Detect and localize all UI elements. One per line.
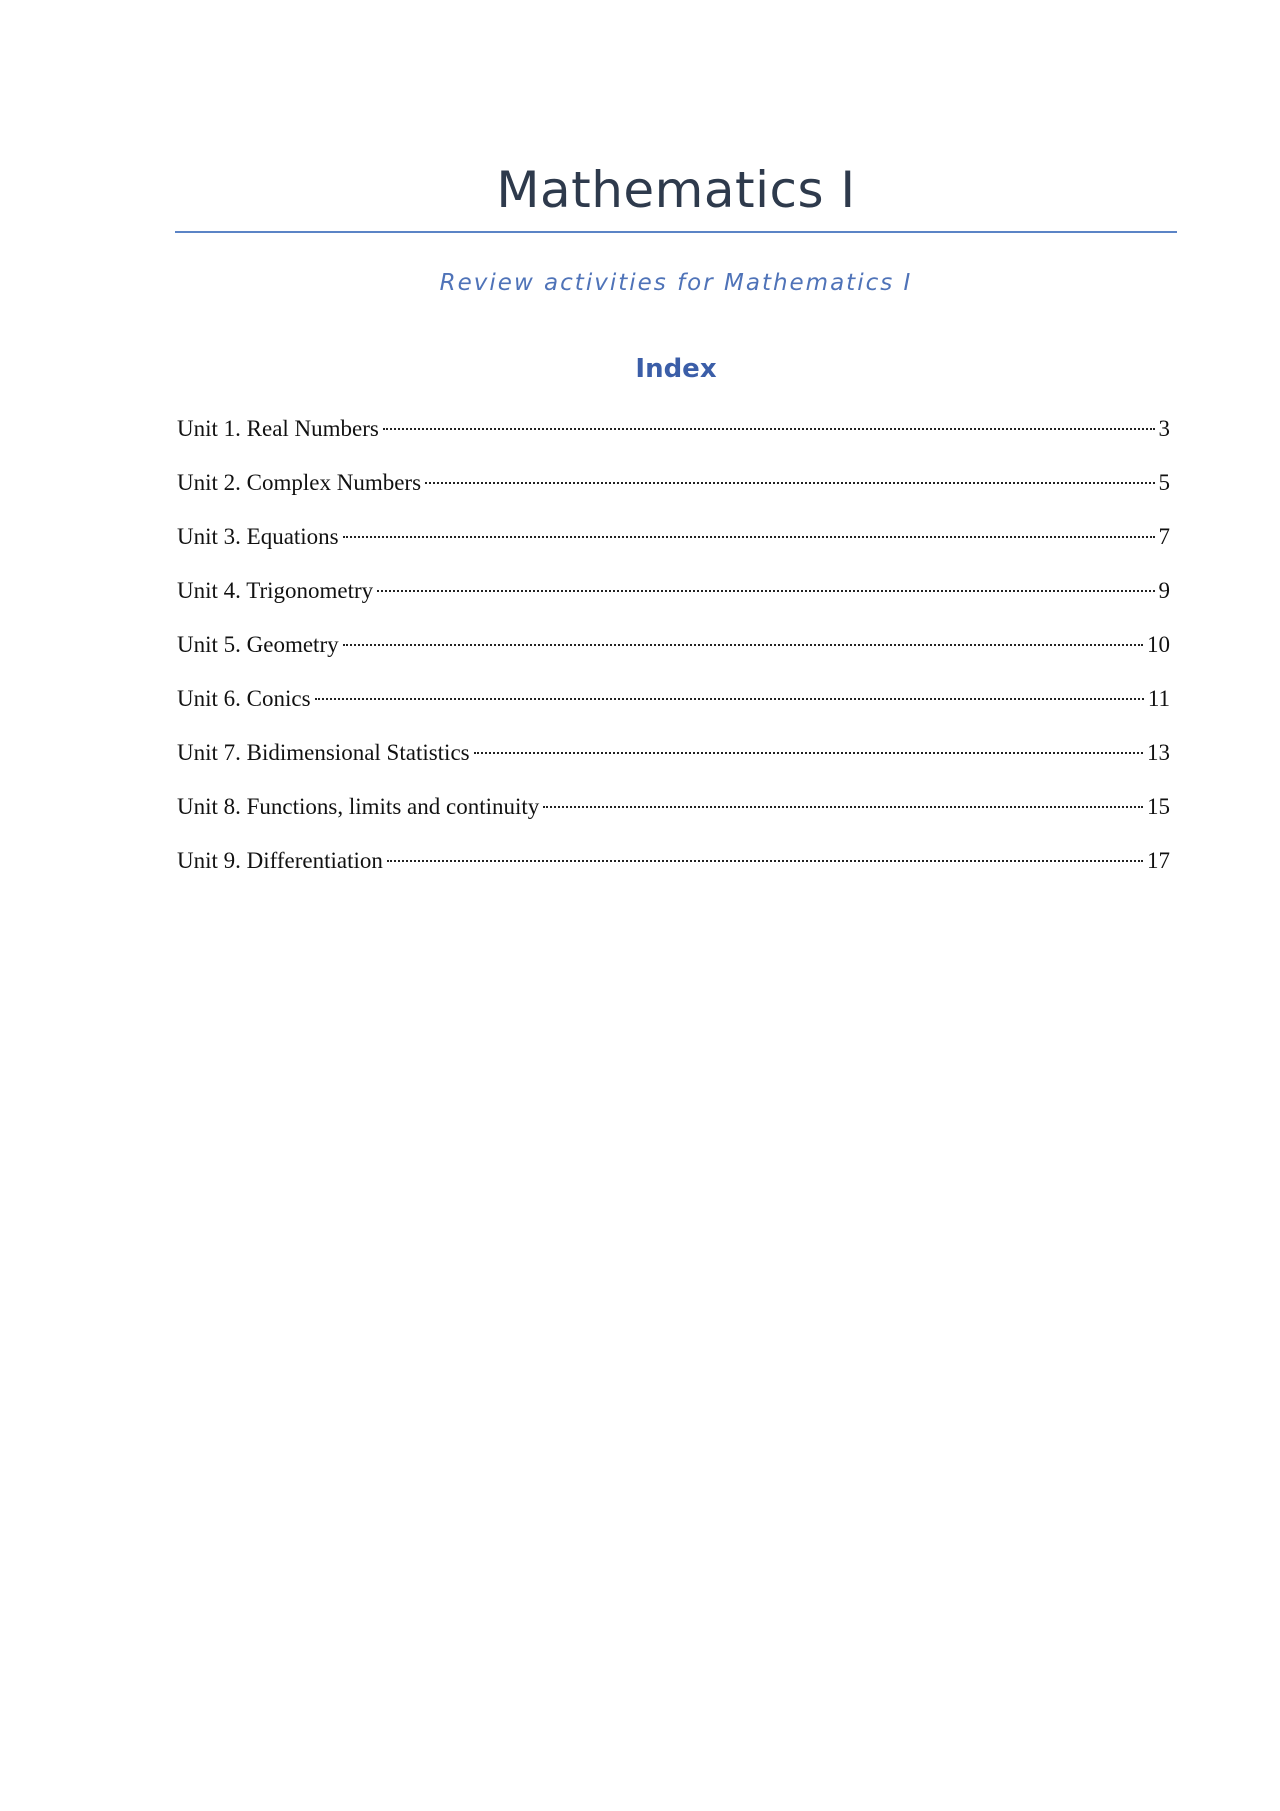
toc-page-number: 13	[1147, 740, 1170, 765]
toc-entry-label: Unit 6. Conics	[177, 686, 311, 711]
title-underline	[175, 231, 1177, 233]
toc-entry-unit-3[interactable]	[177, 520, 1170, 574]
toc-dot-leader	[387, 860, 1143, 862]
toc-entry-unit-2[interactable]	[177, 466, 1170, 520]
toc-dot-leader	[343, 644, 1143, 646]
document-subtitle: Review activities for Mathematics I	[439, 270, 913, 296]
toc-dot-leader	[474, 752, 1143, 754]
toc-page-number: 10	[1147, 632, 1170, 657]
toc-dot-leader	[543, 806, 1143, 808]
toc-entry-label: Unit 8. Functions, limits and continuity	[177, 794, 540, 819]
toc-page-number: 15	[1147, 794, 1170, 819]
toc-page-number: 17	[1147, 848, 1170, 873]
toc-dot-leader	[377, 590, 1154, 592]
toc-entry-unit-6[interactable]	[177, 682, 1170, 736]
toc-dot-leader	[343, 536, 1155, 538]
table-of-contents	[177, 412, 1170, 898]
toc-page-number: 3	[1158, 416, 1170, 441]
toc-entry-unit-5[interactable]	[177, 628, 1170, 682]
toc-dot-leader	[383, 428, 1155, 430]
toc-dot-leader	[425, 482, 1154, 484]
toc-entry-label: Unit 1. Real Numbers	[177, 416, 379, 441]
toc-entry-unit-8[interactable]	[177, 790, 1170, 844]
toc-page-number: 5	[1158, 470, 1170, 495]
toc-entry-unit-1[interactable]	[177, 412, 1170, 466]
toc-entry-label: Unit 7. Bidimensional Statistics	[177, 740, 470, 765]
toc-entry-label: Unit 5. Geometry	[177, 632, 339, 657]
toc-entry-unit-7[interactable]	[177, 736, 1170, 790]
document-title: Mathematics I	[496, 161, 856, 219]
toc-dot-leader	[315, 698, 1144, 700]
toc-entry-label: Unit 4. Trigonometry	[177, 578, 374, 603]
toc-entry-label: Unit 3. Equations	[177, 524, 339, 549]
toc-entry-label: Unit 2. Complex Numbers	[177, 470, 422, 495]
toc-entry-unit-9[interactable]	[177, 844, 1170, 898]
toc-entry-label: Unit 9. Differentiation	[177, 848, 383, 873]
toc-page-number: 9	[1158, 578, 1170, 603]
toc-entry-unit-4[interactable]	[177, 574, 1170, 628]
toc-page-number: 7	[1158, 524, 1170, 549]
toc-page-number: 11	[1147, 686, 1170, 711]
index-heading: Index	[635, 354, 717, 384]
